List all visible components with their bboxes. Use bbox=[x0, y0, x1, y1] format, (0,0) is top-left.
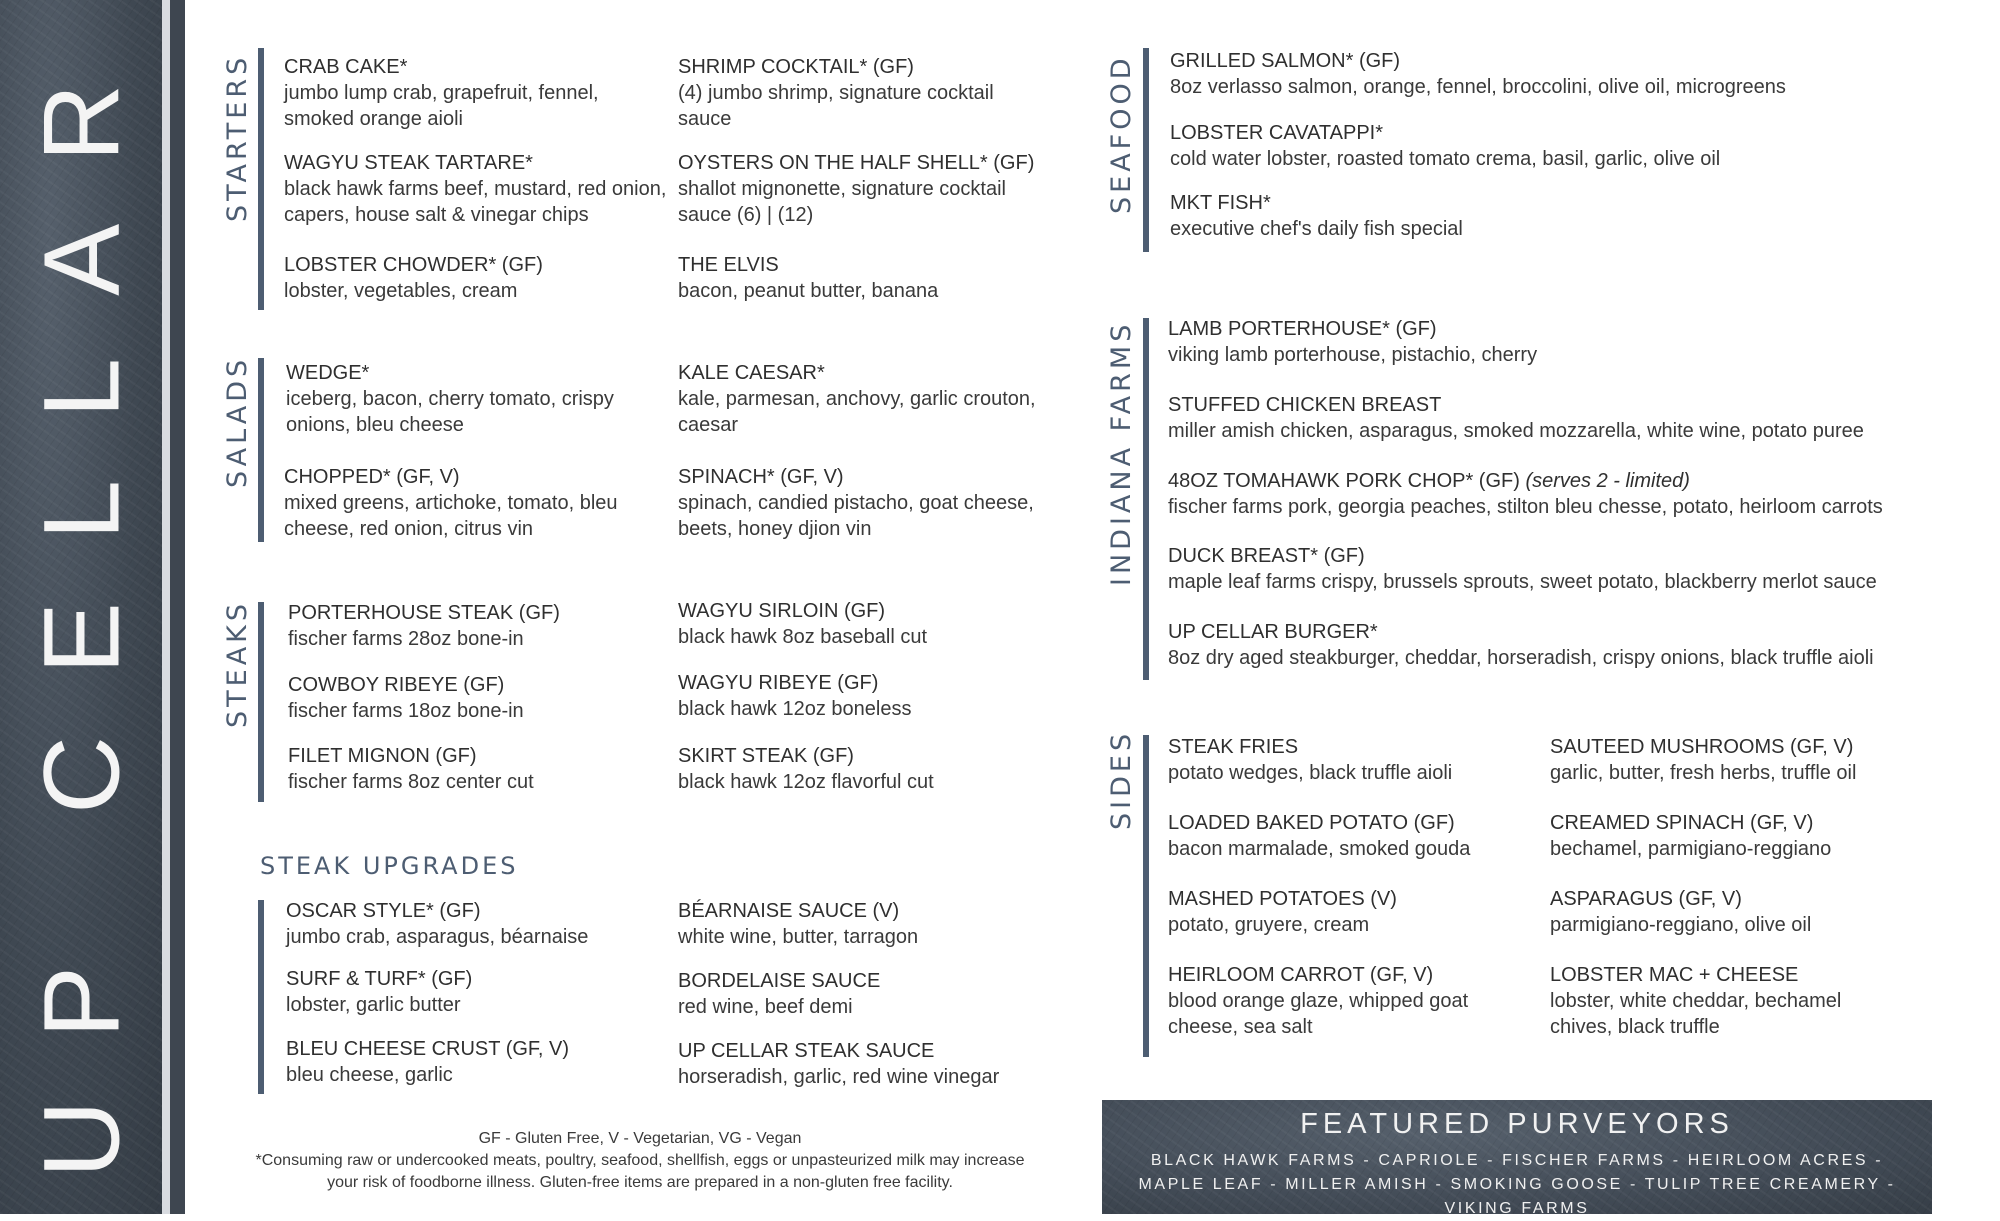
menu-item bbox=[284, 150, 674, 228]
item-name: UP CELLAR STEAK SAUCE bbox=[678, 1040, 935, 1062]
menu-item bbox=[1170, 48, 1890, 100]
item-name: LOBSTER CAVATAPPI* bbox=[1170, 122, 1384, 144]
item-desc: (4) jumbo shrimp, signature cocktail sauce bbox=[678, 82, 994, 130]
item-name: WAGYU SIRLOIN (GF) bbox=[678, 600, 886, 622]
item-name: BÉARNAISE SAUCE (V) bbox=[678, 900, 900, 922]
seafood-heading: SEAFOOD bbox=[1106, 54, 1137, 214]
menu-item bbox=[678, 670, 1038, 722]
menu-item bbox=[288, 600, 648, 652]
item-name: SURF & TURF* (GF) bbox=[286, 968, 473, 990]
menu-item bbox=[1168, 316, 1928, 368]
item-desc: lobster, vegetables, cream bbox=[284, 280, 518, 302]
menu-item bbox=[678, 54, 1038, 132]
item-desc: kale, parmesan, anchovy, garlic crouton, caesar bbox=[678, 388, 1036, 436]
item-title: 48OZ TOMAHAWK PORK CHOP* (GF) bbox=[1168, 470, 1520, 492]
diet-legend: GF - Gluten Free, V - Vegetarian, VG - Vegan bbox=[478, 1130, 802, 1147]
menu-item bbox=[1168, 962, 1498, 1040]
item-desc: parmigiano-reggiano, olive oil bbox=[1550, 914, 1812, 936]
menu-item bbox=[678, 360, 1038, 438]
starters-bar bbox=[258, 48, 264, 310]
item-name: STEAK FRIES bbox=[1168, 736, 1299, 758]
item-desc: 8oz dry aged steakburger, cheddar, horseradish, crispy onions, black truffle aioli bbox=[1168, 647, 1874, 669]
item-desc: maple leaf farms crispy, brussels sprouts, sweet potato, blackberry merlot sauce bbox=[1168, 571, 1877, 593]
item-desc: lobster, garlic butter bbox=[286, 994, 461, 1016]
item-name: LOBSTER CHOWDER* (GF) bbox=[284, 254, 543, 276]
starters-heading: STARTERS bbox=[222, 53, 253, 222]
menu-item bbox=[284, 252, 664, 304]
item-name: LOADED BAKED POTATO (GF) bbox=[1168, 812, 1455, 834]
menu-item bbox=[1168, 392, 1928, 444]
upgrades-bar bbox=[258, 900, 264, 1094]
menu-item bbox=[286, 898, 646, 950]
item-desc: potato wedges, black truffle aioli bbox=[1168, 762, 1453, 784]
indiana-farms-bar bbox=[1143, 318, 1149, 680]
item-desc: fischer farms pork, georgia peaches, stilton bleu chesse, potato, heirloom carrots bbox=[1168, 496, 1883, 518]
item-desc: viking lamb porterhouse, pistachio, cherry bbox=[1168, 344, 1538, 366]
steaks-heading: STEAKS bbox=[222, 599, 253, 728]
item-desc: potato, gruyere, cream bbox=[1168, 914, 1370, 936]
item-desc: jumbo crab, asparagus, béarnaise bbox=[286, 926, 589, 948]
featured-purveyors-panel bbox=[1102, 1100, 1932, 1217]
item-name: STUFFED CHICKEN BREAST bbox=[1168, 394, 1442, 416]
item-desc: fischer farms 8oz center cut bbox=[288, 771, 534, 793]
item-name: WEDGE* bbox=[286, 362, 370, 384]
menu-item bbox=[1170, 120, 1890, 172]
menu-item bbox=[1168, 543, 1928, 595]
menu-item bbox=[1168, 810, 1528, 862]
item-name: LOBSTER MAC + CHEESE bbox=[1550, 964, 1799, 986]
item-name: SPINACH* (GF, V) bbox=[678, 466, 844, 488]
menu-item bbox=[678, 252, 1038, 304]
item-desc: red wine, beef demi bbox=[678, 996, 853, 1018]
item-desc: white wine, butter, tarragon bbox=[678, 926, 919, 948]
health-disclaimer: *Consuming raw or undercooked meats, poultry, seafood, shellfish, eggs or unpasteurized milk may increase your risk of foodborne illness. Gluten-free items are prepared in a non-gluten free facility. bbox=[255, 1152, 1025, 1191]
item-name: THE ELVIS bbox=[678, 254, 779, 276]
item-desc: shallot mignonette, signature cocktail sauce (6) | (12) bbox=[678, 178, 1006, 226]
menu-item bbox=[678, 898, 1038, 950]
item-desc: bacon marmalade, smoked gouda bbox=[1168, 838, 1471, 860]
item-name: CHOPPED* (GF, V) bbox=[284, 466, 460, 488]
menu-item bbox=[1550, 962, 1880, 1040]
item-desc: bechamel, parmigiano-reggiano bbox=[1550, 838, 1832, 860]
menu-item bbox=[1550, 886, 1910, 938]
item-name: WAGYU STEAK TARTARE* bbox=[284, 152, 533, 174]
menu-item bbox=[288, 743, 648, 795]
item-name: COWBOY RIBEYE (GF) bbox=[288, 674, 505, 696]
salads-bar bbox=[258, 358, 264, 542]
menu-item bbox=[1168, 886, 1528, 938]
item-desc: bacon, peanut butter, banana bbox=[678, 280, 939, 302]
menu-item bbox=[284, 464, 654, 542]
item-name: FILET MIGNON (GF) bbox=[288, 745, 477, 767]
menu-item bbox=[284, 54, 664, 132]
menu-item bbox=[678, 968, 1038, 1020]
item-desc: blood orange glaze, whipped goat cheese, sea salt bbox=[1168, 990, 1469, 1038]
left-banner bbox=[0, 0, 162, 1214]
menu-item bbox=[1168, 734, 1528, 786]
item-note: (serves 2 - limited) bbox=[1525, 470, 1690, 492]
banner-edge bbox=[170, 0, 185, 1214]
menu-item bbox=[286, 1036, 646, 1088]
item-name: PORTERHOUSE STEAK (GF) bbox=[288, 602, 560, 624]
item-name: CREAMED SPINACH (GF, V) bbox=[1550, 812, 1814, 834]
menu-item bbox=[1168, 468, 1928, 520]
item-desc: iceberg, bacon, cherry tomato, crispy onions, bleu cheese bbox=[286, 388, 614, 436]
item-name: MKT FISH* bbox=[1170, 192, 1271, 214]
item-name: HEIRLOOM CARROT (GF, V) bbox=[1168, 964, 1434, 986]
item-desc: lobster, white cheddar, bechamel chives, black truffle bbox=[1550, 990, 1842, 1038]
purveyors-list: BLACK HAWK FARMS - CAPRIOLE - FISCHER FARMS - HEIRLOOM ACRES - MAPLE LEAF - MILLER AMISH - SMOKING GOOSE - TULIP TREE CREAMERY - VIKING FARMS bbox=[1138, 1152, 1896, 1217]
item-name: DUCK BREAST* (GF) bbox=[1168, 545, 1365, 567]
upgrades-heading: STEAK UPGRADES bbox=[260, 852, 519, 880]
item-name: SAUTEED MUSHROOMS (GF, V) bbox=[1550, 736, 1854, 758]
item-desc: jumbo lump crab, grapefruit, fennel, smoked orange aioli bbox=[284, 82, 599, 130]
menu-item bbox=[1550, 810, 1910, 862]
purveyors-title: FEATURED PURVEYORS bbox=[1300, 1108, 1734, 1140]
item-name: UP CELLAR BURGER* bbox=[1168, 621, 1378, 643]
item-name: SKIRT STEAK (GF) bbox=[678, 745, 854, 767]
menu-item bbox=[678, 150, 1038, 228]
allergen-footer bbox=[240, 1128, 1040, 1194]
menu-item bbox=[678, 1038, 1058, 1090]
item-desc: bleu cheese, garlic bbox=[286, 1064, 453, 1086]
item-name: ASPARAGUS (GF, V) bbox=[1550, 888, 1742, 910]
item-desc: black hawk farms beef, mustard, red onion, capers, house salt & vinegar chips bbox=[284, 178, 667, 226]
sides-bar bbox=[1143, 735, 1149, 1057]
item-name: CRAB CAKE* bbox=[284, 56, 408, 78]
item-desc: black hawk 12oz flavorful cut bbox=[678, 771, 934, 793]
item-name: WAGYU RIBEYE (GF) bbox=[678, 672, 879, 694]
item-name bbox=[1168, 468, 1928, 494]
item-desc: mixed greens, artichoke, tomato, bleu cheese, red onion, citrus vin bbox=[284, 492, 618, 540]
menu-item bbox=[678, 464, 1048, 542]
menu-item bbox=[678, 598, 1038, 650]
item-desc: 8oz verlasso salmon, orange, fennel, broccolini, olive oil, microgreens bbox=[1170, 76, 1786, 98]
item-desc: fischer farms 18oz bone-in bbox=[288, 700, 524, 722]
menu-item bbox=[286, 966, 646, 1018]
steaks-bar bbox=[258, 602, 264, 802]
item-name: KALE CAESAR* bbox=[678, 362, 825, 384]
salads-heading: SALADS bbox=[222, 355, 253, 488]
menu-item bbox=[1550, 734, 1910, 786]
indiana-farms-heading: INDIANA FARMS bbox=[1106, 320, 1137, 586]
menu-item bbox=[678, 743, 1038, 795]
item-desc: spinach, candied pistacho, goat cheese, beets, honey djion vin bbox=[678, 492, 1034, 540]
item-desc: horseradish, garlic, red wine vinegar bbox=[678, 1066, 1000, 1088]
menu-item bbox=[1170, 190, 1890, 242]
item-name: BLEU CHEESE CRUST (GF, V) bbox=[286, 1038, 570, 1060]
seafood-bar bbox=[1143, 48, 1149, 252]
item-desc: black hawk 8oz baseball cut bbox=[678, 626, 928, 648]
item-desc: executive chef's daily fish special bbox=[1170, 218, 1463, 240]
item-name: OSCAR STYLE* (GF) bbox=[286, 900, 481, 922]
item-name: MASHED POTATOES (V) bbox=[1168, 888, 1397, 910]
item-desc: miller amish chicken, asparagus, smoked mozzarella, white wine, potato puree bbox=[1168, 420, 1864, 442]
item-desc: fischer farms 28oz bone-in bbox=[288, 628, 524, 650]
item-desc: garlic, butter, fresh herbs, truffle oil bbox=[1550, 762, 1857, 784]
item-name: OYSTERS ON THE HALF SHELL* (GF) bbox=[678, 152, 1035, 174]
menu-item bbox=[288, 672, 648, 724]
item-desc: black hawk 12oz boneless bbox=[678, 698, 912, 720]
banner-divider bbox=[162, 0, 170, 1214]
menu-item bbox=[286, 360, 656, 438]
sides-heading: SIDES bbox=[1106, 729, 1137, 830]
item-desc: cold water lobster, roasted tomato crema, basil, garlic, olive oil bbox=[1170, 148, 1721, 170]
item-name: SHRIMP COCKTAIL* (GF) bbox=[678, 56, 914, 78]
item-name: BORDELAISE SAUCE bbox=[678, 970, 881, 992]
item-name: LAMB PORTERHOUSE* (GF) bbox=[1168, 318, 1437, 340]
menu-item bbox=[1168, 619, 1928, 671]
brand-title: UP CELLAR bbox=[20, 21, 142, 1179]
item-name: GRILLED SALMON* (GF) bbox=[1170, 50, 1401, 72]
